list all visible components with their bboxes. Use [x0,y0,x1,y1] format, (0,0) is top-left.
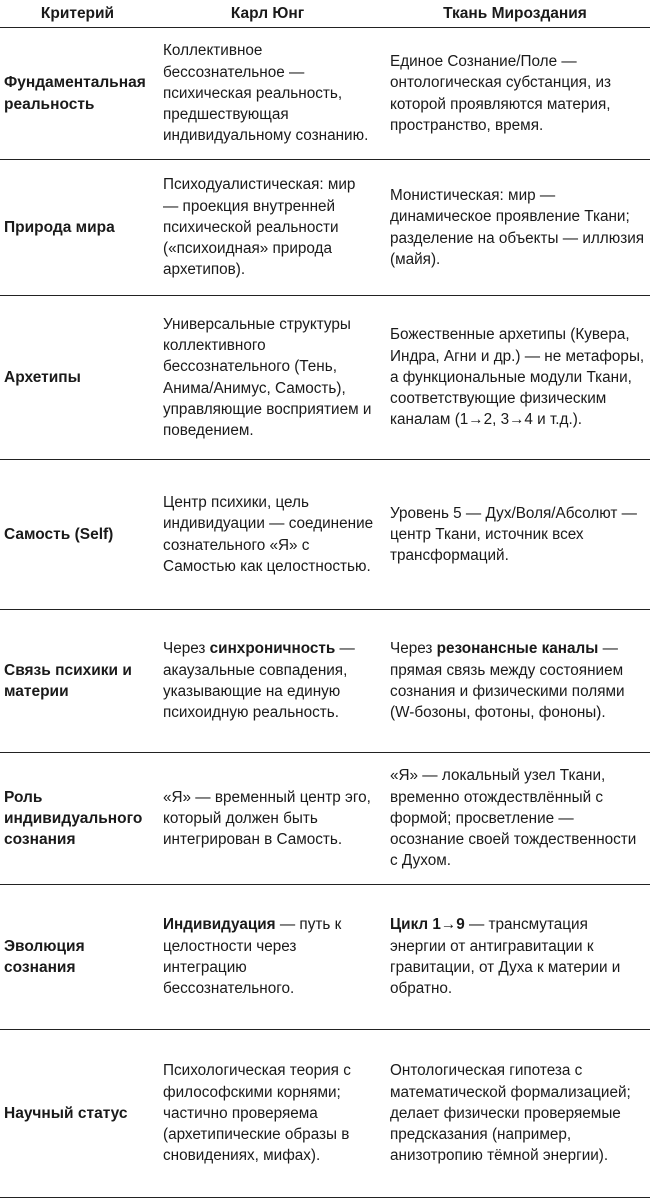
header-criterion: Критерий [0,0,155,28]
jung-cell: Универсальные структуры коллективного бессознательного (Тень, Анима/Анимус, Самость), управляющие восприятием и поведением. [155,296,380,460]
table-row [0,460,650,610]
header-jung: Карл Юнг [155,0,380,28]
fabric-cell: «Я» — локальный узел Ткани, временно отождествлённый с формой; просветление — осознание своей тождественности с Духом. [380,753,650,885]
table-row [0,1030,650,1198]
fabric-bold-term: Цикл 1→9 [390,916,465,934]
fabric-cell [380,885,650,1030]
fabric-cell: Уровень 5 — Дух/Воля/Абсолют — центр Ткани, источник всех трансформаций. [380,460,650,610]
jung-post-text: — акаузальные совпадения, указывающие на единую психоидную реальность. [163,640,355,722]
table-row [0,28,650,160]
fabric-cell [380,610,650,753]
fabric-cell: Божественные архетипы (Кувера, Индра, Агни и др.) — не метафоры, а функциональные модули Ткани, соответствующие физическим каналам (1→2, 3→4 и т.д.). [380,296,650,460]
criterion-cell: Архетипы [0,296,155,460]
header-fabric: Ткань Мироздания [380,0,650,28]
jung-cell [155,610,380,753]
jung-cell [155,885,380,1030]
jung-bold-term: Индивидуация [163,916,276,934]
jung-cell: Коллективное бессознательное — психическая реальность, предшествующая индивидуальному сознанию. [155,28,380,160]
header-row [0,0,650,28]
jung-post-text: — путь к целостности через интеграцию бессознательного. [163,916,342,998]
fabric-cell: Монистическая: мир — динамическое проявление Ткани; разделение на объекты — иллюзия (майя). [380,160,650,296]
table-row [0,885,650,1030]
criterion-cell: Роль индивидуального сознания [0,753,155,885]
table-row [0,296,650,460]
fabric-post-text: — трансмутация энергии от антигравитации к гравитации, от Духа к материи и обратно. [390,916,621,998]
jung-cell: Психологическая теория с философскими корнями; частично проверяема (архетипические образы в сновидениях, мифах). [155,1030,380,1198]
criterion-cell: Связь психики и материи [0,610,155,753]
criterion-cell: Эволюция сознания [0,885,155,1030]
jung-cell: Психодуалистическая: мир — проекция внутренней психической реальности («психоидная» природа архетипов). [155,160,380,296]
criterion-cell: Природа мира [0,160,155,296]
criterion-cell: Научный статус [0,1030,155,1198]
jung-pre-text: Через [163,640,210,658]
fabric-cell: Онтологическая гипотеза с математической формализацией; делает физически проверяемые предсказания (например, анизотропию тёмной энергии). [380,1030,650,1198]
fabric-cell: Единое Сознание/Поле — онтологическая субстанция, из которой проявляются материя, пространство, время. [380,28,650,160]
table-row [0,753,650,885]
fabric-pre-text: Через [390,640,437,658]
jung-cell: Центр психики, цель индивидуации — соединение сознательного «Я» с Самостью как целостностью. [155,460,380,610]
table-row [0,610,650,753]
table-row [0,160,650,296]
fabric-bold-term: резонансные каналы [436,640,599,658]
jung-bold-term: синхроничность [209,640,336,658]
criterion-cell: Самость (Self) [0,460,155,610]
jung-cell: «Я» — временный центр эго, который должен быть интегрирован в Самость. [155,753,380,885]
fabric-post-text: — прямая связь между состоянием сознания и физическими полями (W-бозоны, фотоны, фононы). [390,640,625,722]
criterion-cell: Фундаментальная реальность [0,28,155,160]
